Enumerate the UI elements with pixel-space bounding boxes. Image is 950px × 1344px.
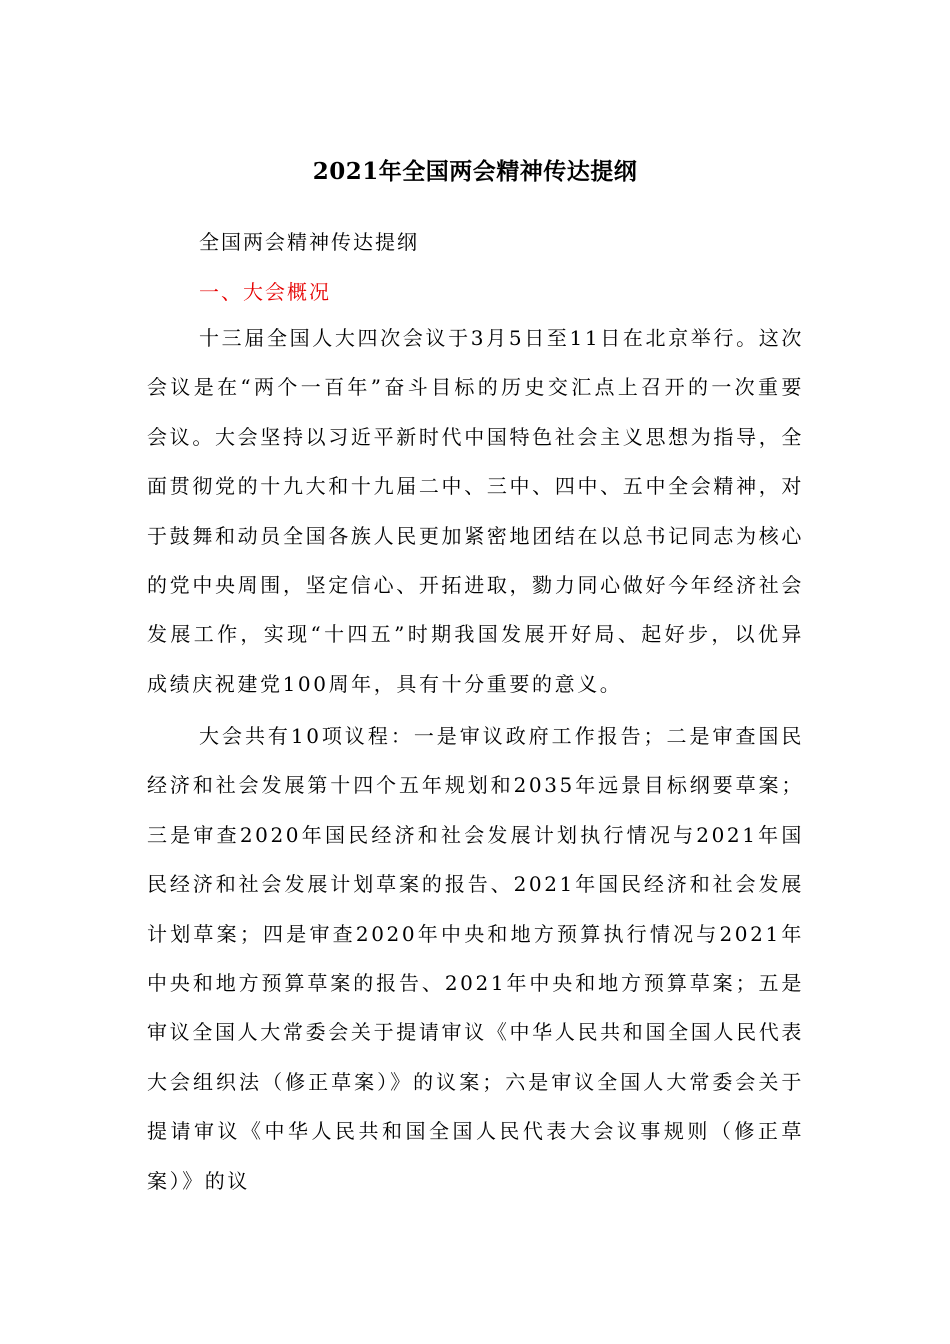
paragraph-agenda: 大会共有10项议程：一是审议政府工作报告；二是审查国民经济和社会发展第十四个五年规划和2035年远景目标纲要草案；三是审查2020年国民经济和社会发展计划执行情况与2021年国民经济和社会发展计划草案的报告、2021年国民经济和社会发展计划草案；四是审查2020年中央和地方预算执行情况与2021年中央和地方预算草案的报告、2021年中央和地方预算草案；五是审议全国人大常委会关于提请审议《中华人民共和国全国人民代表大会组织法（修正草案）》的议案；六是审议全国人大常委会关于提请审议《中华人民共和国全国人民代表大会议事规则（修正草案）》的议 [147, 724, 804, 1193]
section-heading: 一、大会概况 [199, 280, 331, 304]
document-title: 2021年全国两会精神传达提纲 [312, 158, 638, 185]
document-subtitle: 全国两会精神传达提纲 [199, 230, 419, 254]
paragraph-overview: 十三届全国人大四次会议于3月5日至11日在北京举行。这次会议是在“两个一百年”奋斗目标的历史交汇点上召开的一次重要会议。大会坚持以习近平新时代中国特色社会主义思想为指导，全面贯彻党的十九大和十九届二中、三中、四中、五中全会精神，对于鼓舞和动员全国各族人民更加紧密地团结在以总书记同志为核心的党中央周围，坚定信心、开拓进取，勠力同心做好今年经济社会发展工作，实现“十四五”时期我国发展开好局、起好步，以优异成绩庆祝建党100周年，具有十分重要的意义。 [147, 326, 804, 696]
